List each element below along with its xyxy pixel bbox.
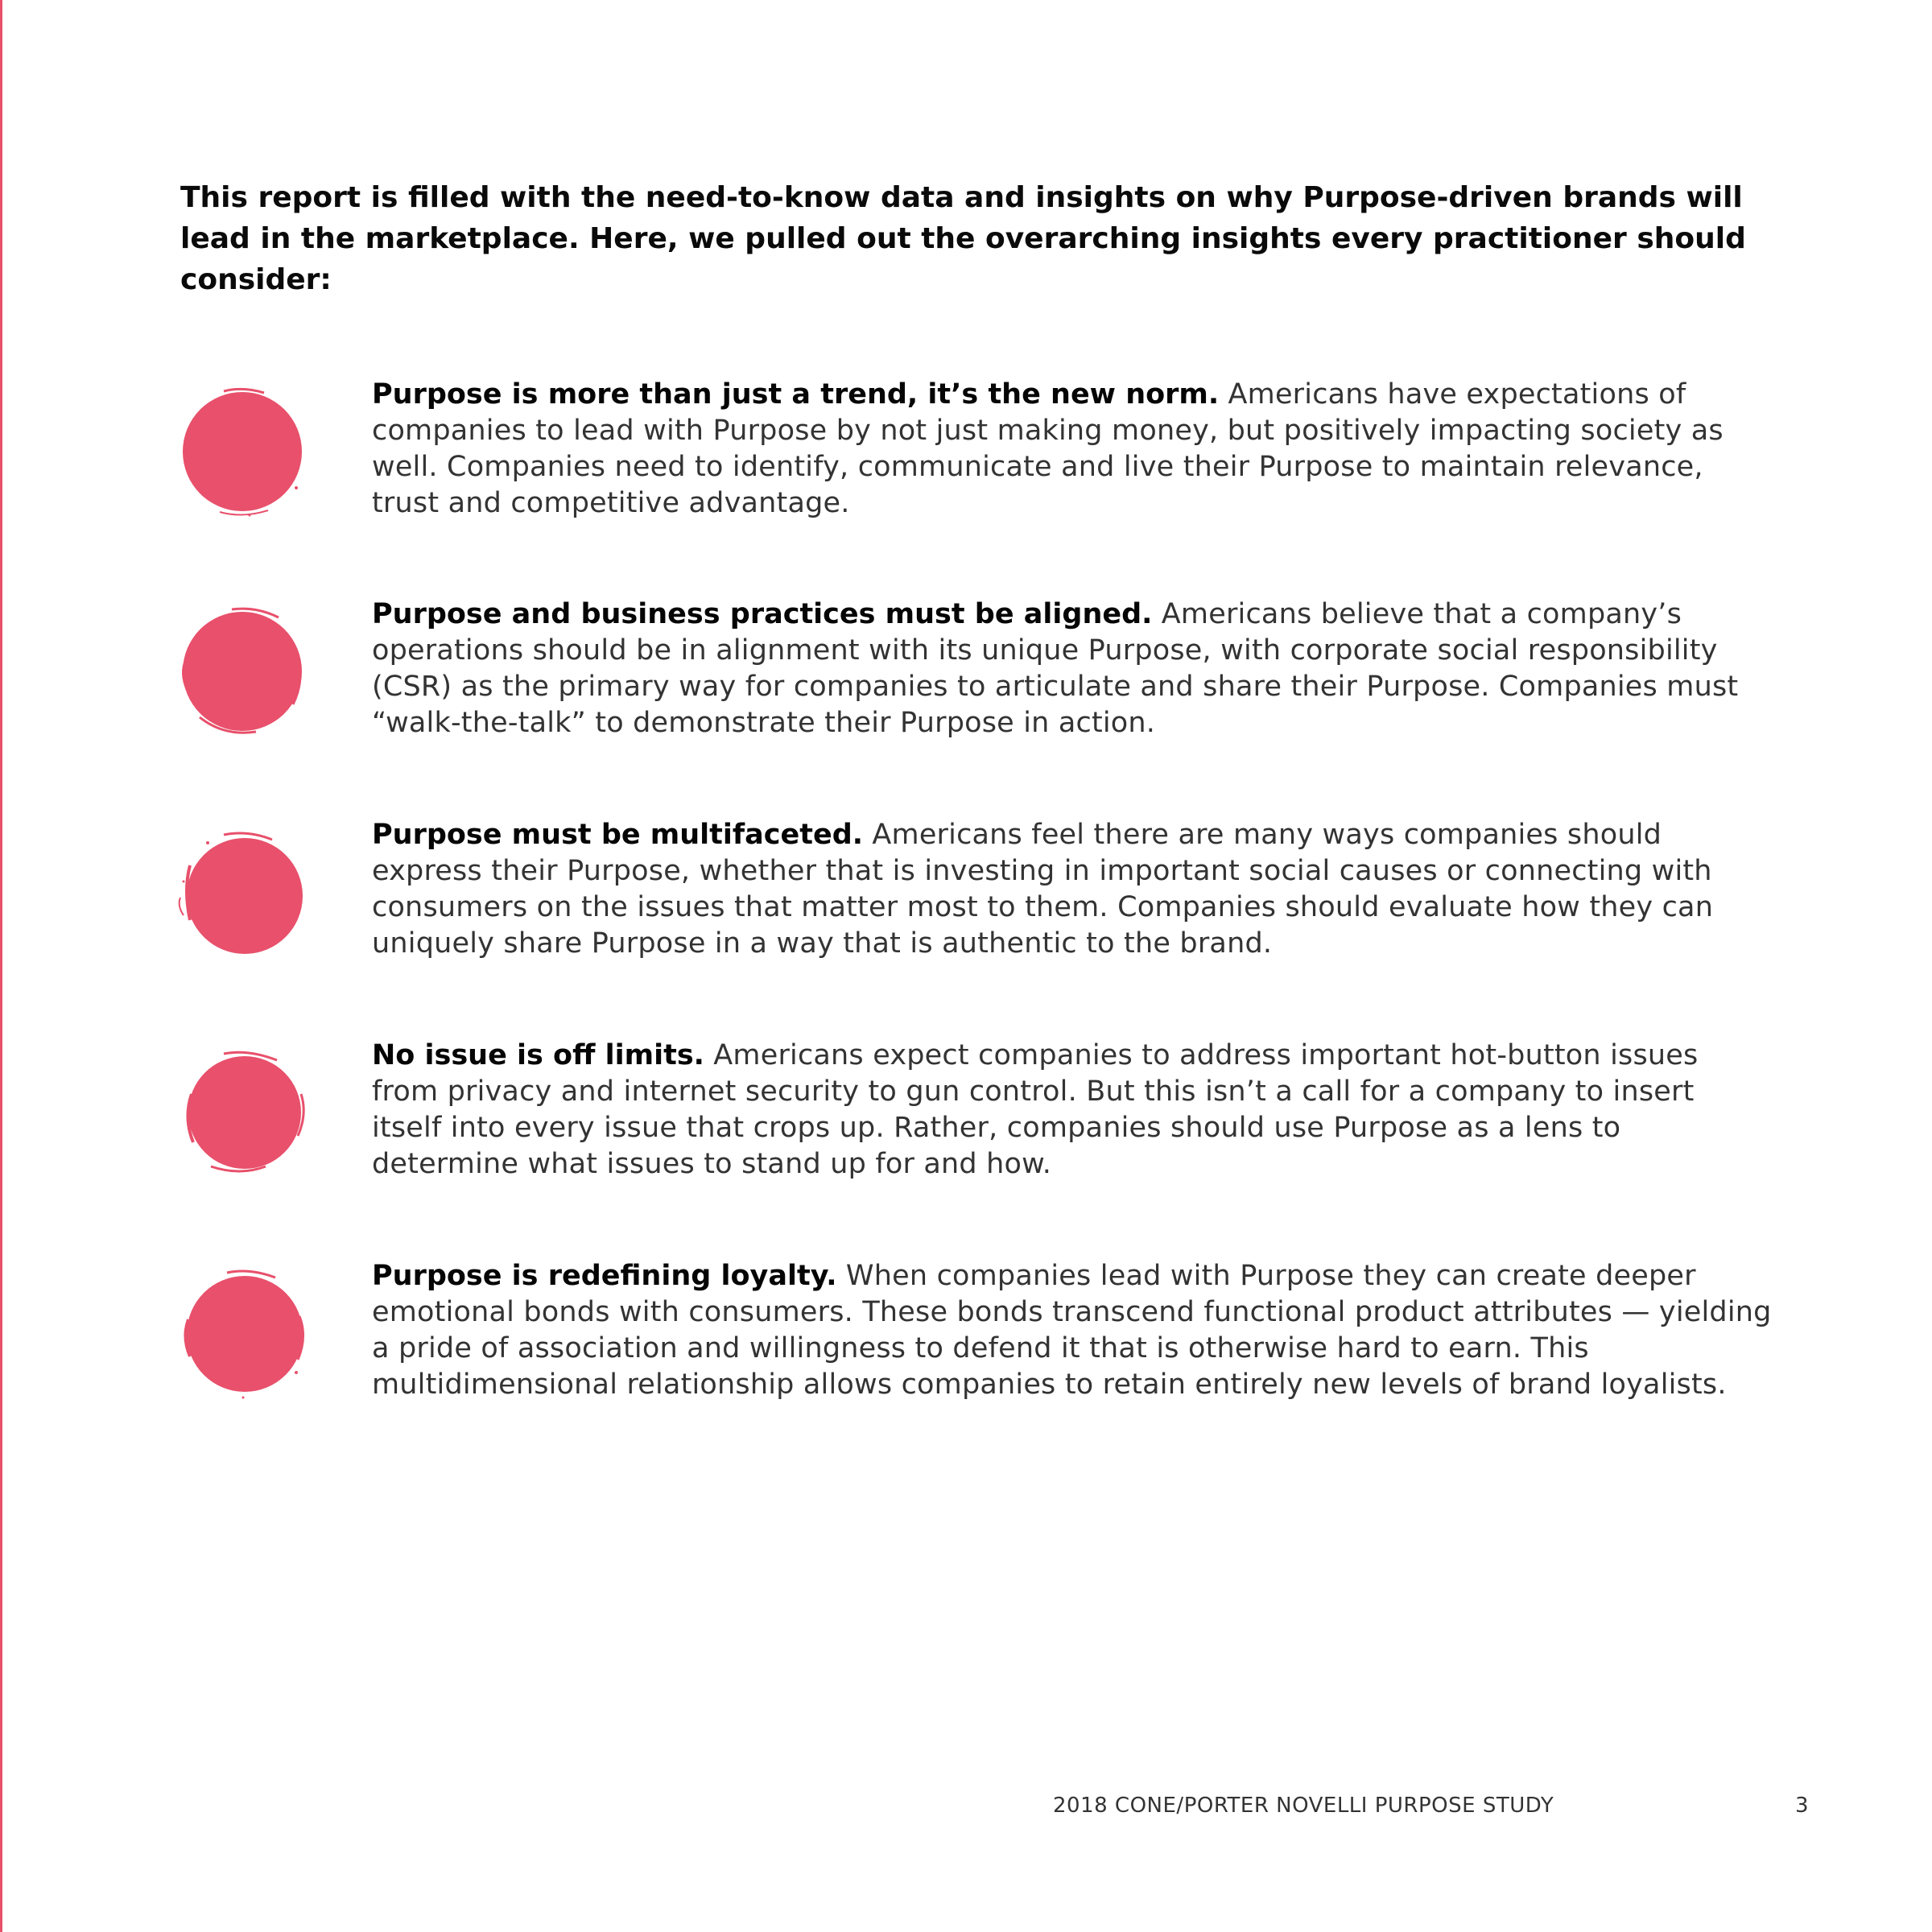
insight-lead: Purpose and business practices must be aligned.: [372, 598, 1153, 630]
insight-lead: Purpose is redefining loyalty.: [372, 1260, 837, 1292]
insight-item-2: [0, 597, 1932, 790]
footer-report-title: 2018 CONE/PORTER NOVELLI PURPOSE STUDY: [1053, 1794, 1554, 1818]
insight-text: [372, 1038, 1773, 1183]
brush-stroke-circle-icon: [175, 605, 309, 738]
page-number: 3: [1795, 1794, 1809, 1818]
brush-stroke-circle-icon: [175, 1266, 309, 1400]
insight-lead: Purpose must be multifaceted.: [372, 819, 864, 851]
insight-lead: No issue is off limits.: [372, 1039, 704, 1071]
insight-item-4: [0, 1038, 1932, 1231]
intro-paragraph: This report is filled with the need-to-know data and insights on why Purpose-driven brands will lead in the marketplace. Here, we pulled out the overarching insights every practitioner should consider:: [180, 181, 1746, 296]
insight-text: [372, 597, 1773, 741]
insight-item-3: [0, 817, 1932, 1010]
insight-text: [372, 1258, 1773, 1403]
insight-item-5: [0, 1258, 1932, 1451]
insight-body: Americans have expectations of companies to lead with Purpose by not just making money, but positively impacting society as well. Companies need to identify, communicate and live their Purpose to maintain relevance, trust and competitive advantage.: [372, 378, 1724, 519]
brush-stroke-circle-icon: [175, 1046, 309, 1179]
insight-body: Americans believe that a company’s operations should be in alignment with its unique Purpose, with corporate social responsibility (CSR) as the primary way for companies to articulate and share their Purpose. Companies must “walk-the-talk” to demonstrate their Purpose in action.: [372, 598, 1739, 739]
insight-item-1: [0, 377, 1932, 570]
insight-body: When companies lead with Purpose they can create deeper emotional bonds with consumers. These bonds transcend functional product attributes — yielding a pride of association and willingness to defend it that is otherwise hard to earn. This multidimensional relationship allows companies to retain entirely new levels of brand loyalists.: [372, 1260, 1772, 1401]
insight-lead: Purpose is more than just a trend, it’s the new norm.: [372, 378, 1220, 411]
insight-body: Americans feel there are many ways companies should express their Purpose, whether that is investing in important social causes or connecting with consumers on the issues that matter most to them. Companies should evaluate how they can uniquely share Purpose in a way that is authentic to the brand.: [372, 819, 1714, 960]
insight-text: [372, 817, 1773, 962]
insight-body: Americans expect companies to address important hot-button issues from privacy and internet security to gun control. But this isn’t a call for a company to insert itself into every issue that crops up. Rather, companies should use Purpose as a lens to determine what issues to stand up for and how.: [372, 1039, 1699, 1180]
brush-stroke-circle-icon: [175, 825, 309, 959]
insight-text: [372, 377, 1773, 522]
brush-stroke-circle-icon: [175, 385, 309, 518]
